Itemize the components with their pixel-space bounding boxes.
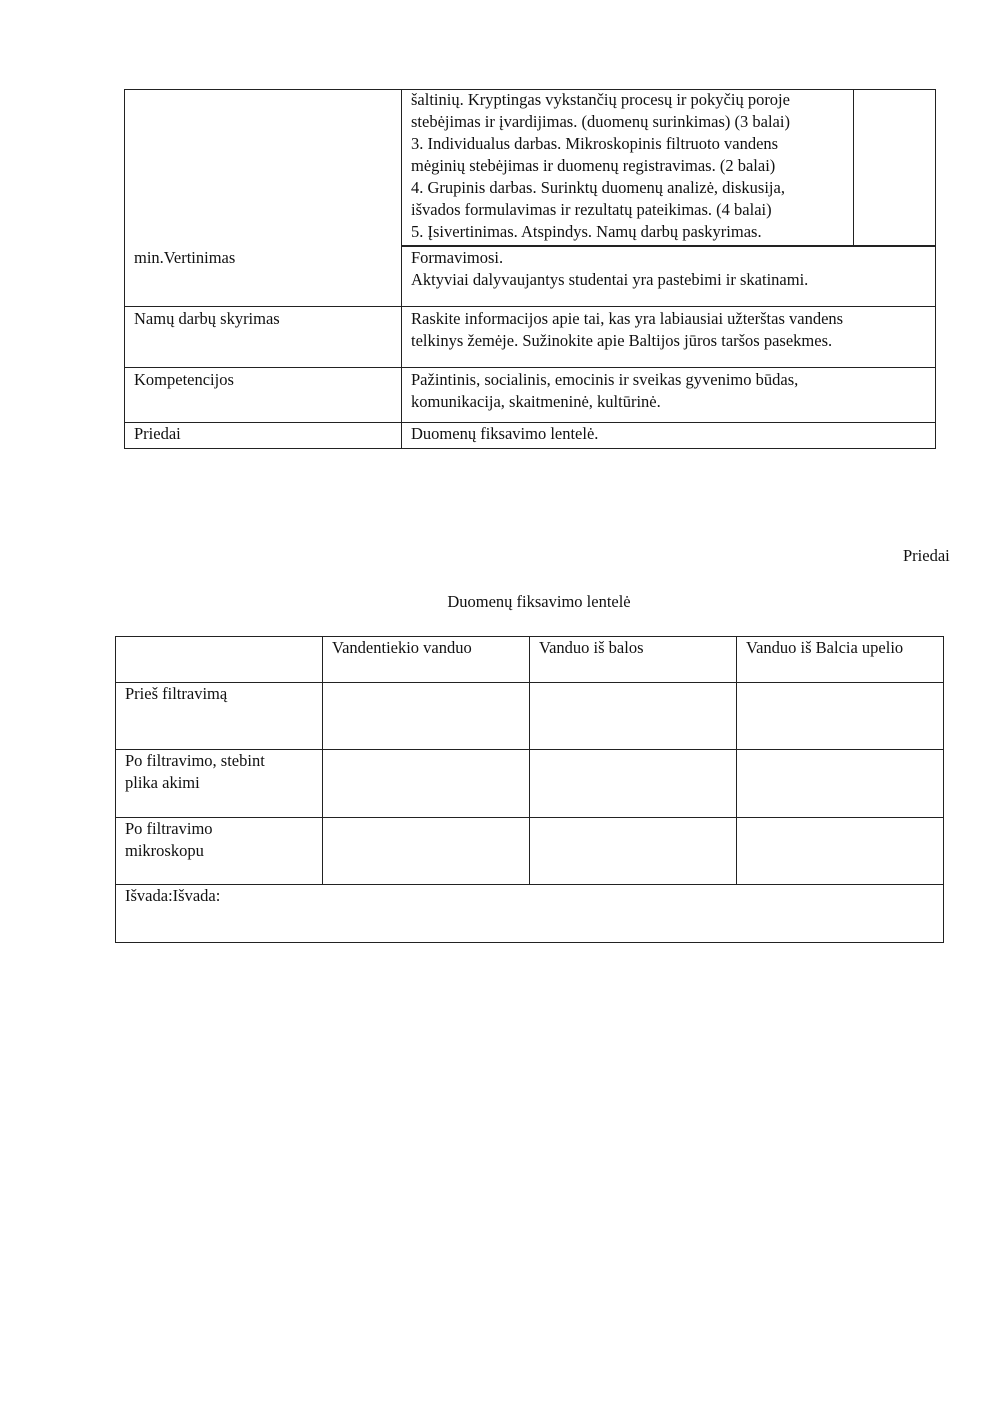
row-content-appendix: Duomenų fiksavimo lentelė. bbox=[411, 424, 599, 443]
table-border bbox=[935, 89, 936, 449]
data-recording-table bbox=[115, 636, 944, 943]
empty-data-cell bbox=[530, 683, 737, 750]
table-row bbox=[116, 818, 944, 885]
row-header: Po filtravimo mikroskopu bbox=[116, 818, 323, 885]
empty-data-cell bbox=[737, 750, 944, 818]
row-divider bbox=[124, 367, 936, 368]
column-header: Vanduo iš Balcia upelio bbox=[737, 637, 944, 683]
step-line: 5. Įsivertinimas. Atspindys. Namų darbų paskyrimas. bbox=[411, 222, 762, 241]
row-header: Po filtravimo, stebint plika akimi bbox=[116, 750, 323, 818]
empty-data-cell bbox=[323, 750, 530, 818]
step-line: 4. Grupinis darbas. Surinktų duomenų analizė, diskusija, bbox=[411, 178, 785, 197]
empty-data-cell bbox=[530, 750, 737, 818]
step-line: mėginių stebėjimas ir duomenų registravimas. (2 balai) bbox=[411, 156, 776, 175]
column-divider bbox=[401, 89, 402, 449]
table-border bbox=[124, 448, 936, 449]
column-divider bbox=[853, 89, 854, 246]
table-border bbox=[124, 89, 125, 449]
lesson-steps-continued bbox=[411, 89, 790, 243]
empty-data-cell bbox=[737, 683, 944, 750]
empty-data-cell bbox=[323, 683, 530, 750]
column-header: Vandentiekio vanduo bbox=[323, 637, 530, 683]
step-line: šaltinių. Kryptingas vykstančių procesų ir pokyčių poroje bbox=[411, 90, 790, 109]
row-content-homework: Raskite informacijos apie tai, kas yra labiausiai užterštas vandens telkinys žemėje. Sužinokite apie Baltijos jūros taršos pasekmes. bbox=[411, 309, 844, 350]
table-header-row bbox=[116, 637, 944, 683]
row-content-competencies: Pažintinis, socialinis, emocinis ir sveikas gyvenimo būdas, komunikacija, skaitmeninė, kultūrinė. bbox=[411, 370, 799, 411]
step-line: 3. Individualus darbas. Mikroskopinis filtruoto vandens bbox=[411, 134, 779, 153]
column-header: Vanduo iš balos bbox=[530, 637, 737, 683]
empty-data-cell bbox=[737, 818, 944, 885]
appendix-heading: Priedai bbox=[903, 546, 950, 565]
row-header: Prieš filtravimą bbox=[116, 683, 323, 750]
row-content-assessment: Formavimosi. Aktyviai dalyvaujantys studentai yra pastebimi ir skatinami. bbox=[411, 248, 809, 289]
empty-data-cell bbox=[323, 818, 530, 885]
row-label-homework: Namų darbų skyrimas bbox=[134, 309, 280, 328]
row-label-appendix: Priedai bbox=[134, 424, 181, 443]
table-row bbox=[116, 683, 944, 750]
lesson-plan-table bbox=[124, 89, 936, 449]
header-empty-cell bbox=[116, 637, 323, 683]
step-line: išvados formulavimas ir rezultatų pateikimas. (4 balai) bbox=[411, 200, 772, 219]
conclusion-row bbox=[116, 885, 944, 943]
data-table-title: Duomenų fiksavimo lentelė bbox=[447, 592, 631, 611]
row-label-competencies: Kompetencijos bbox=[134, 370, 234, 389]
conclusion-cell: Išvada:Išvada: bbox=[116, 885, 944, 943]
table-row bbox=[116, 750, 944, 818]
step-line: stebėjimas ir įvardijimas. (duomenų surinkimas) (3 balai) bbox=[411, 112, 790, 131]
row-label-assessment: min.Vertinimas bbox=[134, 248, 236, 267]
empty-data-cell bbox=[530, 818, 737, 885]
row-divider bbox=[124, 306, 936, 307]
